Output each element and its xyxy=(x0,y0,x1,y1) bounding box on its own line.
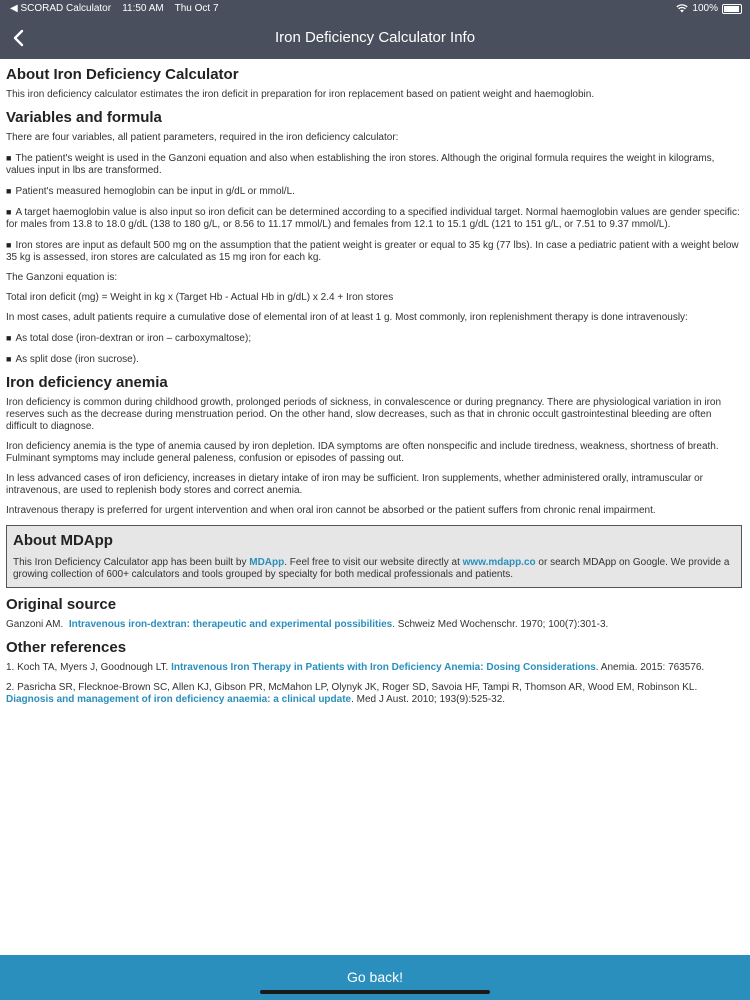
about-text: This iron deficiency calculator estimates the iron deficit in preparation for iron replacement based on patient weight and haemoglobin. xyxy=(6,89,595,100)
nav-bar xyxy=(0,18,750,59)
citation-text: 2. Pasricha SR, Flecknoe-Brown SC, Allen KJ, Gibson PR, McMahon LP, Olynyk JK, Roger SD, Savoia HF, Tampi R, Thomson AR, Wood EM, Robinson KL. xyxy=(6,682,698,693)
mdapp-text-part: or search MDApp on Google. We provide a growing collection of 600+ calculators and tools grouped by specialty for both medical professionals and patients. xyxy=(13,557,730,580)
back-to-app-link[interactable]: ◀ SCORAD Calculator xyxy=(10,3,112,14)
status-left xyxy=(10,3,219,14)
variable-bullet: ■ A target haemoglobin value is also input so iron deficit can be determined according to a specified individual target. Normal haemoglobin values are gender specific: for males from 13.8 to 18.0 g/dL (138 to 180 g/L, or 8.56 to 11.17 mmol/L) and females from 12.1 to 15.1 g/dL (121 to 151 g/L, or 7.51 to 9.37 mmol/L). xyxy=(6,206,742,231)
dose-bullet: ■ As split dose (iron sucrose). xyxy=(6,353,742,366)
references-heading: Other references xyxy=(6,639,127,656)
anemia-heading: Iron deficiency anemia xyxy=(6,374,168,391)
variable-bullet: ■ Patient's measured hemoglobin can be input in g/dL or mmol/L. xyxy=(6,185,742,198)
status-date: Thu Oct 7 xyxy=(174,3,219,14)
about-heading: About Iron Deficiency Calculator xyxy=(6,66,239,83)
reference-item xyxy=(6,662,742,674)
dose-bullet: ■ As total dose (iron-dextran or iron – carboxymaltose); xyxy=(6,332,742,345)
about-mdapp-box xyxy=(6,525,742,588)
battery-percent: 100% xyxy=(692,3,718,14)
variables-heading: Variables and formula xyxy=(6,109,162,126)
variable-bullet: ■ Iron stores are input as default 500 mg on the assumption that the patient weight is greater or equal to 35 kg (77 lbs). In case a pediatric patient with a weight below 35 kg is assessed, iron stores are calculated as 15 mg iron for each kg. xyxy=(6,239,742,264)
home-indicator[interactable] xyxy=(260,990,490,994)
citation-text: 1. Koch TA, Myers J, Goodnough LT. xyxy=(6,662,172,673)
source-link[interactable]: Intravenous iron-dextran: therapeutic and experimental possibilities xyxy=(68,619,393,630)
variable-bullet: ■ The patient's weight is used in the Ganzoni equation and also when establishing the iron stores. Although the original formula requires the weight in kilograms, values input in lbs are transformed. xyxy=(6,152,742,177)
citation-text: . Schweiz Med Wochenschr. 1970; 100(7):301-3. xyxy=(392,619,609,630)
ganzoni-label: The Ganzoni equation is: xyxy=(6,272,118,283)
anemia-paragraph: Iron deficiency anemia is the type of anemia caused by iron depletion. IDA symptoms are often nonspecific and include tiredness, weakness, shortness of breath. Fulminant symptoms may include general paleness, confusion or episodes of passing out. xyxy=(6,441,719,464)
dose-text: In most cases, adult patients require a cumulative dose of elemental iron of at least 1 g. Most commonly, iron replenishment therapy is done intravenously: xyxy=(6,312,688,323)
reference-item xyxy=(6,682,742,706)
anemia-paragraph: Intravenous therapy is preferred for urgent intervention and when oral iron cannot be absorbed or the patient suffers from chronic renal impairment. xyxy=(6,505,656,516)
citation-text: . Med J Aust. 2010; 193(9):525-32. xyxy=(351,694,506,705)
status-time: 11:50 AM xyxy=(122,3,164,14)
ganzoni-formula: Total iron deficit (mg) = Weight in kg x (Target Hb - Actual Hb in g/dL) x 2.4 + Iron stores xyxy=(6,292,394,303)
mdapp-text xyxy=(13,557,735,581)
page-title: Iron Deficiency Calculator Info xyxy=(274,29,476,46)
mdapp-link[interactable]: MDApp xyxy=(249,557,285,568)
anemia-paragraph: Iron deficiency is common during childhood growth, prolonged periods of sickness, in convalescence or during pregnancy. There are physiological variation in iron reserves such as the decrease during menstruation period. On the other hand, slow decreases, such as that in chronic occult gastrointestinal bleeding are often difficult to diagnose. xyxy=(6,397,722,432)
battery-icon xyxy=(722,4,742,14)
content xyxy=(6,62,742,714)
status-right xyxy=(676,3,742,14)
mdapp-website-link[interactable]: www.mdapp.co xyxy=(462,557,536,568)
status-bar xyxy=(0,0,750,18)
mdapp-heading: About MDApp xyxy=(13,532,113,549)
go-back-button[interactable]: Go back! xyxy=(0,955,750,1000)
anemia-paragraph: In less advanced cases of iron deficiency, increases in dietary intake of iron may be sufficient. Iron supplements, whether administered orally, intramuscular or intravenous, are used to replenish body stores and correct anemia. xyxy=(6,473,704,496)
reference-link[interactable]: Intravenous Iron Therapy in Patients with Iron Deficiency Anemia: Dosing Considerations xyxy=(171,662,596,673)
source-heading: Original source xyxy=(6,596,117,613)
citation-text: . Anemia. 2015: 763576. xyxy=(595,662,705,673)
variables-intro: There are four variables, all patient parameters, required in the iron deficiency calculator: xyxy=(6,132,399,143)
mdapp-text-part: This Iron Deficiency Calculator app has been built by xyxy=(13,557,250,568)
source-citation xyxy=(6,619,742,631)
reference-link[interactable]: Diagnosis and management of iron deficiency anaemia: a clinical update xyxy=(6,694,352,705)
mdapp-text-part: . Feel free to visit our website directly at xyxy=(284,557,463,568)
wifi-icon xyxy=(676,4,688,13)
citation-text: Ganzoni AM. xyxy=(6,619,69,630)
